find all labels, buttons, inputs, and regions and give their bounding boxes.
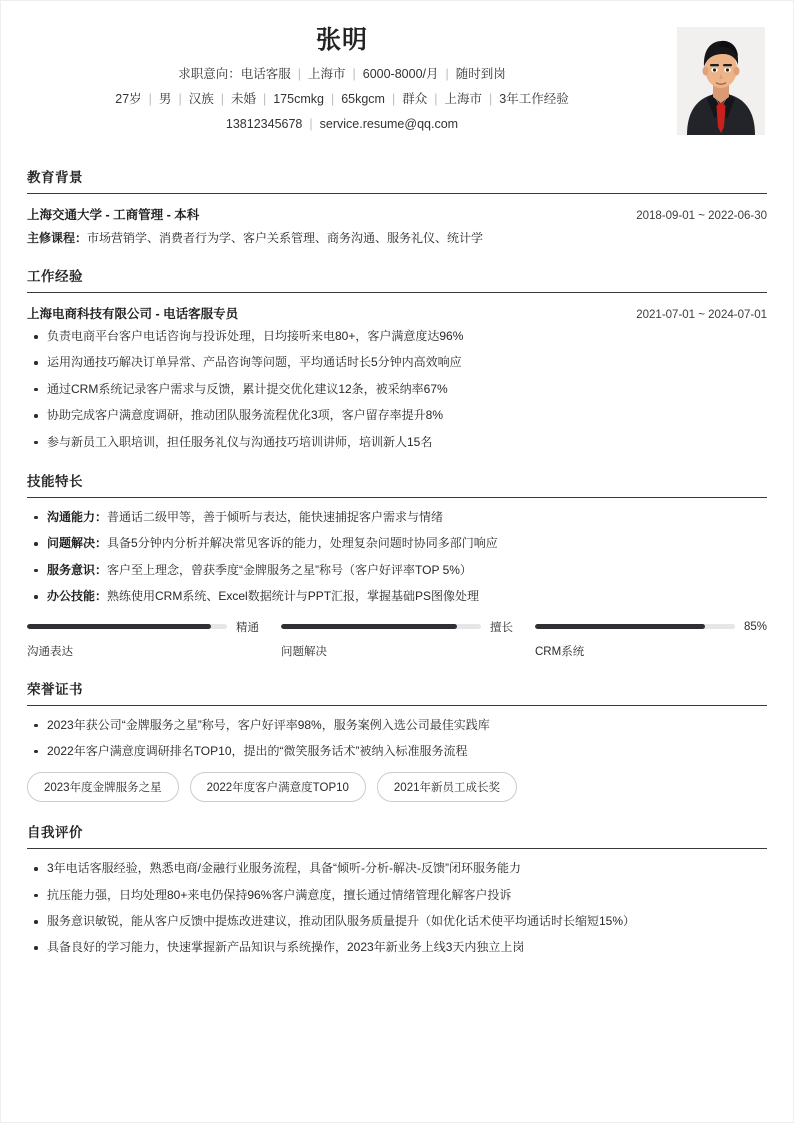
list-item [27, 509, 767, 526]
skill-bar-level: 85% [743, 620, 767, 633]
skill-bar-label: 问题解决 [281, 645, 327, 658]
divider: | [262, 92, 267, 106]
resume-header [27, 25, 767, 147]
work-entry-head [27, 304, 767, 322]
honor-tag-group [27, 772, 767, 802]
education-courses-value: 市场营销学、消费者行为学、客户关系管理、商务沟通、服务礼仪、统计学 [87, 231, 484, 245]
section-divider [27, 292, 767, 293]
section-divider [27, 848, 767, 849]
section-divider [27, 497, 767, 498]
section-title-honors: 荣誉证书 [27, 681, 83, 697]
self-evaluation-bullet-list [27, 860, 767, 957]
list-item [27, 562, 767, 579]
divider: | [148, 92, 152, 106]
list-item: 协助完成客户满意度调研，推动团队服务流程优化3项，客户留存率提升8% [27, 407, 767, 424]
list-item: 参与新员工入职培训，担任服务礼仪与沟通技巧培训讲师，培训新人15名 [27, 434, 767, 451]
education-date-range: 2018-09-01 ~ 2022-06-30 [636, 210, 767, 222]
skill-bar-fill [281, 624, 457, 629]
skill-bar-track [27, 624, 227, 629]
personal-info-line [27, 90, 767, 109]
list-item: 2023年获公司“金牌服务之星”称号，客户好评率98%，服务案例入选公司最佳实践库 [27, 717, 767, 734]
list-item [27, 535, 767, 552]
skill-bar-item [281, 620, 535, 659]
personal-marital-status: 未婚 [230, 92, 256, 106]
section-education [27, 166, 767, 246]
divider: | [178, 92, 182, 106]
divider: | [352, 67, 356, 82]
skill-lead: 沟通能力： [47, 509, 108, 524]
skill-bar-level: 擅长 [490, 621, 513, 634]
status-badge[interactable]: 2023年度金牌服务之星 [27, 772, 179, 802]
skill-bar-fill [27, 624, 211, 629]
list-item: 负责电商平台客户电话咨询与投诉处理，日均接听来电80+，客户满意度达96% [27, 328, 767, 345]
skill-text: 客户至上理念，曾获季度“金牌服务之星”称号（客户好评率TOP 5%） [107, 562, 472, 577]
job-intent-position: 电话客服 [240, 67, 291, 82]
personal-age: 27岁 [115, 92, 142, 106]
personal-height: 175cmkg [273, 92, 324, 106]
section-title-self-evaluation: 自我评价 [27, 825, 83, 841]
section-self-evaluation [27, 821, 767, 957]
skill-bar-item [27, 620, 281, 659]
skill-bar-group [27, 620, 767, 659]
contact-line [27, 115, 767, 134]
skills-bullet-list [27, 509, 767, 606]
section-work-experience [27, 265, 767, 451]
skill-bar-label: CRM系统 [535, 645, 585, 658]
skill-bar-track [281, 624, 481, 629]
skill-bar-row [27, 620, 259, 634]
personal-gender: 男 [158, 92, 172, 106]
list-item: 通过CRM系统记录客户需求与反馈，累计提交优化建议12条，被采纳率67% [27, 381, 767, 398]
section-honors [27, 678, 767, 803]
skill-bar-row [535, 620, 767, 634]
status-badge[interactable]: 2022年度客户满意度TOP10 [190, 772, 366, 802]
skill-lead: 办公技能： [47, 589, 108, 604]
job-intent-city: 上海市 [307, 67, 346, 82]
page-title: 张明 [315, 26, 368, 54]
skill-text: 普通话二级甲等，善于倾听与表达，能快速捕捉客户需求与情绪 [107, 509, 444, 524]
section-title-work-experience: 工作经验 [27, 269, 83, 284]
contact-phone[interactable]: 13812345678 [225, 116, 303, 131]
job-intent-label: 求职意向： [178, 67, 241, 82]
skill-bar-fill [535, 624, 705, 629]
work-date-range: 2021-07-01 ~ 2024-07-01 [636, 309, 767, 321]
list-item: 具备良好的学习能力，快速掌握新产品知识与系统操作，2023年新业务上线3天内独立上岗 [27, 939, 767, 956]
list-item: 3年电话客服经验，熟悉电商/金融行业服务流程，具备“倾听-分析-解决-反馈”闭环服务能力 [27, 860, 767, 877]
divider: | [297, 67, 301, 82]
personal-location: 上海市 [444, 92, 483, 106]
status-badge[interactable]: 2021年新员工成长奖 [377, 772, 517, 802]
resume-content [1, 1, 793, 957]
divider: | [445, 67, 449, 82]
job-intent-availability: 随时到岗 [455, 67, 506, 82]
education-courses [27, 229, 767, 246]
list-item [27, 588, 767, 605]
section-title-skills: 技能特长 [27, 473, 83, 489]
skill-bar-track [535, 624, 735, 629]
personal-political-status: 群众 [402, 92, 428, 106]
list-item: 抗压能力强，日均处理80+来电仍保持96%客户满意度，擅长通过情绪管理化解客户投诉 [27, 887, 767, 904]
section-divider [27, 193, 767, 194]
skill-lead: 服务意识： [47, 562, 108, 577]
education-courses-label: 主修课程： [27, 231, 88, 245]
work-company-position: 上海电商科技有限公司 - 电话客服专员 [27, 307, 239, 321]
divider: | [434, 92, 438, 106]
personal-experience-years: 3年工作经验 [499, 92, 569, 106]
education-entry-head [27, 205, 767, 223]
divider: | [391, 92, 396, 106]
section-skills [27, 470, 767, 659]
skill-bar-item [535, 620, 767, 659]
skill-text: 具备5分钟内分析并解决常见客诉的能力，处理复杂问题时协同多部门响应 [107, 536, 498, 551]
personal-ethnicity: 汉族 [188, 92, 214, 106]
work-bullet-list [27, 328, 767, 451]
skill-lead: 问题解决： [47, 536, 108, 551]
person-portrait-avatar-icon [677, 27, 765, 135]
divider: | [330, 92, 335, 106]
contact-email[interactable]: service.resume@qq.com [319, 116, 459, 131]
honors-bullet-list [27, 717, 767, 761]
education-school-major-degree: 上海交通大学 - 工商管理 - 本科 [27, 208, 200, 222]
list-item: 服务意识敏锐，能从客户反馈中提炼改进建议，推动团队服务质量提升（如优化话术使平均通话时长缩短15%） [27, 913, 767, 930]
section-title-education: 教育背景 [27, 170, 83, 185]
skill-bar-row [281, 620, 513, 634]
divider: | [220, 92, 224, 106]
section-divider [27, 705, 767, 706]
skill-text: 熟练使用CRM系统、Excel数据统计与PPT汇报，掌握基础PS图像处理 [107, 589, 480, 604]
divider: | [489, 92, 493, 106]
skill-bar-label: 沟通表达 [27, 645, 73, 658]
personal-weight: 65kgcm [341, 92, 385, 106]
divider: | [309, 116, 313, 131]
skill-bar-level: 精通 [236, 621, 259, 634]
job-intent-salary: 6000-8000/月 [362, 67, 439, 82]
avatar [677, 27, 765, 135]
job-intent-line [27, 65, 767, 84]
list-item: 2022年客户满意度调研排名TOP10，提出的“微笑服务话术”被纳入标准服务流程 [27, 743, 767, 760]
list-item: 运用沟通技巧解决订单异常、产品咨询等问题，平均通话时长5分钟内高效响应 [27, 354, 767, 371]
